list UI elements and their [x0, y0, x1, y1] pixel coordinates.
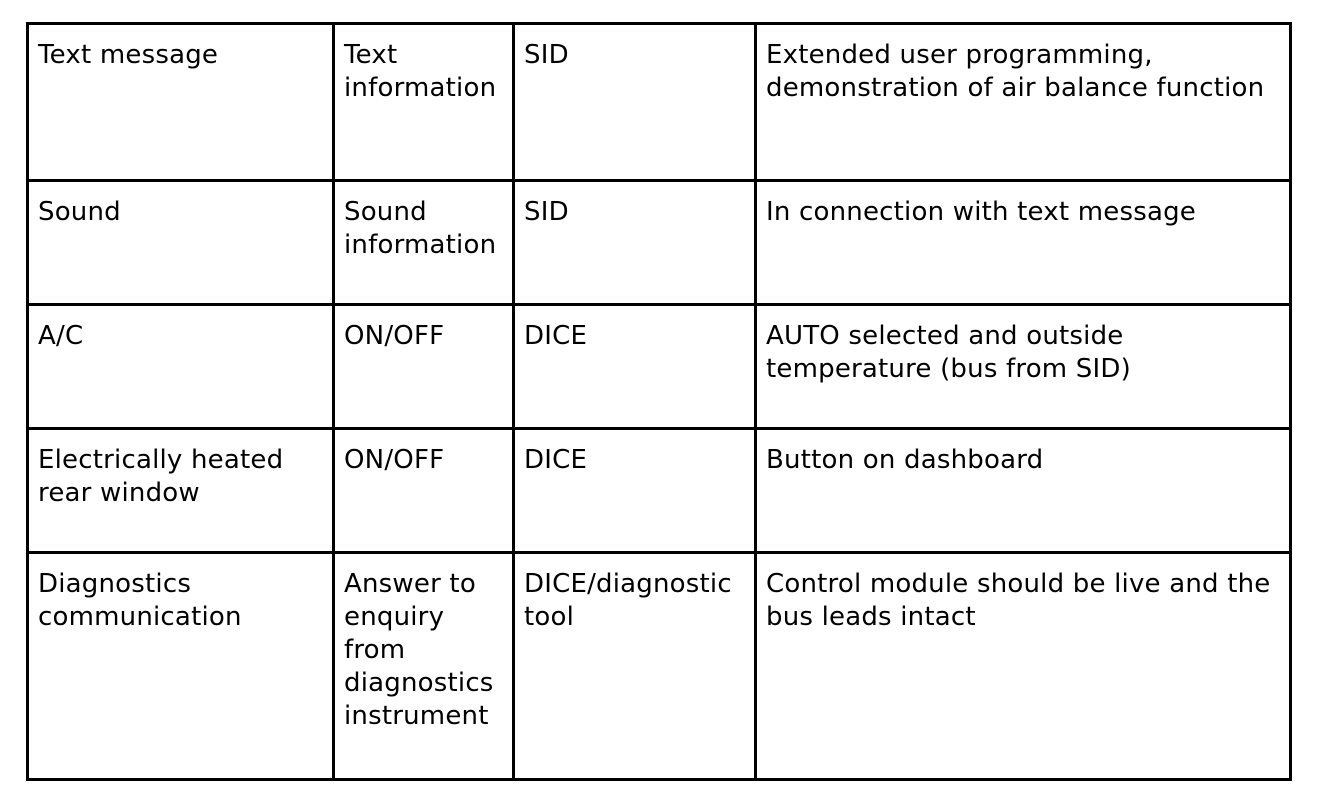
table-cell: ON/OFF [334, 429, 514, 553]
table-cell: Control module should be live and the bus leads intact [756, 553, 1291, 780]
table-row [28, 429, 1291, 553]
table-cell: DICE [514, 305, 756, 429]
table-cell: Text message [28, 24, 334, 181]
table-cell: Extended user programming, demonstration of air balance function [756, 24, 1291, 181]
table-cell: Button on dashboard [756, 429, 1291, 553]
table-cell: Text information [334, 24, 514, 181]
table-cell: SID [514, 181, 756, 305]
table-row [28, 24, 1291, 181]
table-row [28, 181, 1291, 305]
table-cell: ON/OFF [334, 305, 514, 429]
table-cell: Diagnostics communication [28, 553, 334, 780]
table-cell: Sound [28, 181, 334, 305]
table-row [28, 553, 1291, 780]
table-cell: SID [514, 24, 756, 181]
table-cell: Answer to enquiry from diagnostics instrument [334, 553, 514, 780]
table-cell: DICE [514, 429, 756, 553]
table-cell: DICE/diagnostic tool [514, 553, 756, 780]
table-cell: AUTO selected and outside temperature (bus from SID) [756, 305, 1291, 429]
table-cell: Electrically heated rear window [28, 429, 334, 553]
document-table [26, 22, 1292, 781]
table-cell: A/C [28, 305, 334, 429]
table-cell: In connection with text message [756, 181, 1291, 305]
table-row [28, 305, 1291, 429]
table-cell: Sound information [334, 181, 514, 305]
